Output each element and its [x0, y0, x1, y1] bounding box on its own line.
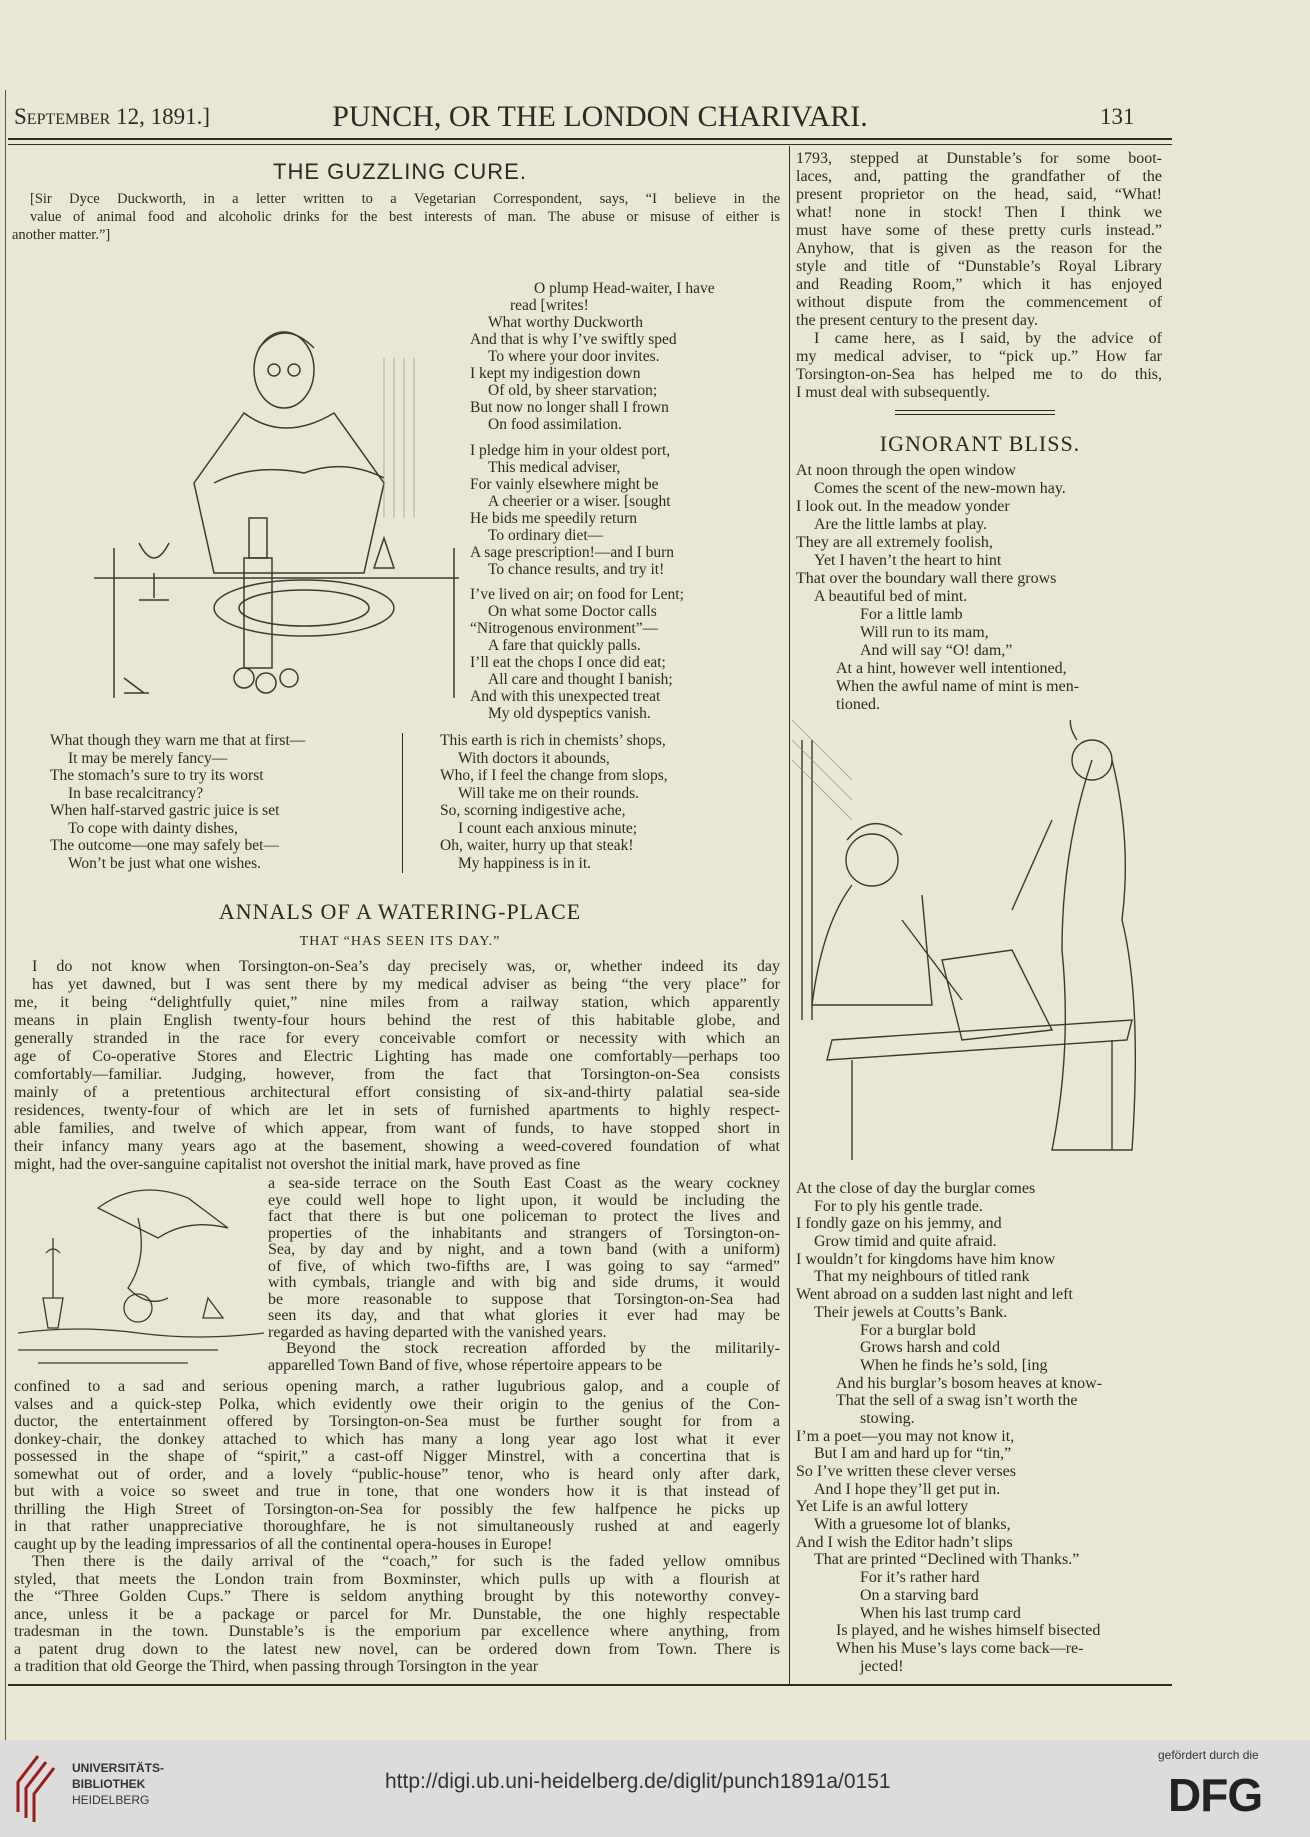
text-line: I fondly gaze on his jemmy, and	[796, 1215, 1002, 1233]
text-line: That the sell of a swag isn’t worth the	[836, 1392, 1078, 1410]
text-line: A fare that quickly palls.	[488, 637, 641, 654]
intro-note	[12, 190, 780, 244]
text-line: To where your door invites.	[488, 348, 660, 365]
text-line: somewhat out of order, and a lovely “public-house” tenor, who is heard only after dark,	[14, 1465, 780, 1483]
text-line: To cope with dainty dishes,	[68, 819, 238, 837]
text-line: When his Muse’s lays come back—re-	[836, 1639, 1084, 1657]
text-line: residences, twenty-four of which are let in sets of furnished apartments to highly respect-	[14, 1102, 780, 1119]
text-line: When his last trump card	[860, 1604, 1021, 1622]
text-line: thrilling the High Street of Torsington-on-Sea for possibly the few halfpence he picks up	[14, 1500, 780, 1518]
header-rule	[8, 138, 1172, 140]
text-line: I came here, as I said, by the advice of	[814, 330, 1162, 347]
text-line: I’ll eat the chops I once did eat;	[470, 654, 666, 671]
text-line: It may be merely fancy—	[68, 749, 228, 767]
text-line: laces, and, patting the grandfather of the	[796, 168, 1162, 185]
text-line: of five, of which two-fifths are, I was going to say “armed”	[268, 1257, 780, 1275]
text-line: At noon through the open window	[796, 462, 1016, 479]
text-line: in that rather unappreciative thoroughfare, he is not simultaneously rushed at and eagerly	[14, 1518, 780, 1535]
text-line: Will take me on their rounds.	[458, 784, 640, 802]
source-url-link[interactable]: http://digi.ub.uni-heidelberg.de/diglit/punch1891a/0151	[385, 1770, 891, 1793]
text-line: without dispute from the commencement of	[796, 294, 1162, 311]
text-line: I count each anxious minute;	[458, 819, 638, 837]
library-line: HEIDELBERG	[72, 1793, 150, 1807]
text-line: For a little lamb	[860, 606, 963, 623]
header-rule	[8, 144, 1172, 145]
text-line: their infancy many years ago at the basement, showing a weed-covered foundation of what	[14, 1138, 780, 1155]
text-line: jected!	[860, 1657, 904, 1675]
text-line: On a starving bard	[860, 1586, 979, 1604]
text-line: means in plain English twenty-four hours behind the rest of this habitable globe, and	[14, 1012, 780, 1029]
text-line: valses and a quick-step Polka, which evidently owe their origin to the genius of the Con-	[14, 1395, 780, 1413]
text-line: eye could well hope to light upon, it would be including the	[268, 1191, 780, 1209]
dfg-logo: DFG	[1168, 1769, 1263, 1821]
poem-verse	[796, 462, 1162, 714]
text-line: must have some of these pretty curls instead.”	[796, 222, 1162, 239]
text-line: read [writes!	[510, 297, 589, 314]
text-line: apparelled Town Band of five, whose répertoire appears to be	[268, 1356, 662, 1374]
article-subtitle: THAT “HAS SEEN ITS DAY.”	[299, 934, 501, 949]
text-line: Then there is the daily arrival of the “coach,” for such is the faded yellow omnibus	[32, 1553, 780, 1570]
text-line: generally stranded in the race for every conceivable comfort or necessity with which an	[14, 1030, 780, 1047]
text-line: stowing.	[860, 1409, 915, 1427]
article-body	[268, 1176, 780, 1374]
poem-stanza	[440, 732, 770, 872]
text-line: On what some Doctor calls	[488, 603, 657, 620]
text-line: age of Co-operative Stores and Electric Lighting has made one comfortably—perhaps too	[14, 1048, 780, 1065]
illustration-diner	[94, 318, 464, 718]
text-line: That over the boundary wall there grows	[796, 570, 1057, 587]
text-line: And with this unexpected treat	[470, 688, 661, 705]
text-line: with cymbals, triangle and with big and side drums, it would	[268, 1274, 780, 1291]
text-line: Torsington-on-Sea has helped me to do this,	[796, 366, 1162, 383]
poem-stanza	[470, 280, 782, 433]
text-line: another matter.”]	[12, 227, 111, 243]
text-line: And that is why I’ve swiftly sped	[470, 331, 677, 348]
text-line: With a gruesome lot of blanks,	[814, 1516, 1011, 1534]
text-line: The stomach’s sure to try its worst	[50, 767, 264, 784]
text-line: might, had the over-sanguine capitalist not overshot the initial mark, have proved as fine	[14, 1156, 581, 1173]
text-line: To chance results, and try it!	[488, 561, 665, 578]
text-line: I do not know when Torsington-on-Sea’s day precisely was, or, whether indeed its day	[32, 958, 780, 975]
library-name	[72, 1760, 164, 1808]
text-line: But now no longer shall I frown	[470, 399, 669, 416]
article-body-continued	[796, 150, 1162, 402]
text-line: O plump Head-waiter, I have	[534, 280, 715, 297]
text-line: Who, if I feel the change from slops,	[440, 767, 668, 784]
text-line: Is played, and he wishes himself bisected	[836, 1622, 1101, 1640]
text-line: A beautiful bed of mint.	[814, 588, 968, 605]
text-line: All care and thought I banish;	[488, 671, 673, 688]
text-line: This medical adviser,	[488, 459, 621, 476]
text-line: Their jewels at Coutts’s Bank.	[814, 1303, 1008, 1321]
university-library-logo-icon	[14, 1752, 62, 1822]
text-line: me, it being “delightfully quiet,” nine miles from a railway station, which apparently	[14, 994, 780, 1011]
text-line: Grows harsh and cold	[860, 1339, 1000, 1357]
text-line: I wouldn’t for kingdoms have him know	[796, 1250, 1056, 1268]
text-line: And will say “O! dam,”	[860, 642, 1013, 659]
text-line: donkey-chair, the donkey attached to which has many a long year ago lost what it ever	[14, 1430, 780, 1448]
text-line: A cheerier or a wiser. [sought	[488, 493, 671, 510]
text-line: Oh, waiter, hurry up that steak!	[440, 837, 634, 854]
text-line: has yet dawned, but I was sent there by my medical adviser as being “the very place” for	[32, 976, 780, 993]
article-title-ignorant-bliss: IGNORANT BLISS.	[879, 431, 1081, 456]
text-line: So, scorning indigestive ache,	[440, 802, 626, 819]
text-line: comfortably—familiar. Judging, however, from the fact that Torsington-on-Sea consists	[14, 1066, 780, 1083]
article-title-annals: ANNALS OF A WATERING-PLACE	[218, 899, 582, 924]
text-line: styled, that meets the London train from Boxminster, which pulls up with a flourish at	[14, 1570, 780, 1588]
poem-stanza	[470, 586, 782, 722]
text-line: Won’t be just what one wishes.	[68, 854, 262, 872]
text-line: That are printed “Declined with Thanks.”	[814, 1551, 1080, 1569]
text-line: ductor, the entertainment offered by Torsington-on-Sea must be further sought for from a	[14, 1413, 780, 1430]
text-line: style and title of “Dunstable’s Royal Library	[796, 258, 1162, 275]
text-line: And I wish the Editor hadn’t slips	[796, 1533, 1013, 1551]
text-line: At a hint, however well intentioned,	[836, 660, 1067, 677]
funding-note: gefördert durch die	[1158, 1748, 1259, 1762]
text-line: A sage prescription!—and I burn	[470, 544, 675, 561]
illustration-seaside	[18, 1178, 264, 1370]
text-line: I kept my indigestion down	[470, 365, 641, 382]
text-line: That my neighbours of titled rank	[814, 1268, 1030, 1286]
text-line: But I am and hard up for “tin,”	[814, 1445, 1012, 1463]
text-line: a sea-side terrace on the South East Coast as the weary cockney	[268, 1175, 780, 1192]
text-line: tioned.	[836, 696, 880, 713]
text-line: He bids me speedily return	[470, 510, 638, 527]
poem-stanza	[50, 732, 400, 872]
text-line: What though they warn me that at first—	[50, 732, 306, 749]
text-line: On food assimilation.	[488, 416, 622, 433]
text-line: ance, unless it be a package or parcel for Mr. Dunstable, the one highly respectable	[14, 1605, 780, 1623]
text-line: my medical adviser, to “pick up.” How far	[796, 348, 1162, 365]
text-line: When he finds he’s sold, [ing	[860, 1356, 1048, 1374]
text-line: [Sir Dyce Duckworth, in a letter written to a Vegetarian Correspondent, says, “I believe in the	[30, 191, 780, 207]
article-body	[14, 1378, 780, 1676]
text-line: And I hope they’ll get put in.	[814, 1480, 1001, 1498]
article-body	[14, 958, 780, 1174]
text-line: Are the little lambs at play.	[814, 516, 988, 533]
text-line: Sea, by day and by night, and a town band (with a uniform)	[268, 1241, 780, 1258]
article-title-guzzling-cure: THE GUZZLING CURE.	[273, 159, 527, 184]
text-line: Anyhow, that is given as the reason for the	[796, 240, 1162, 257]
text-line: the “Three Golden Cups.” There is seldom anything brought by this noteworthy convey-	[14, 1588, 780, 1605]
poem-stanza	[470, 442, 782, 578]
text-line: With doctors it abounds,	[458, 749, 610, 767]
text-line: value of animal food and alcoholic drinks for the best interests of man. The abuse or misuse of either is	[30, 209, 780, 225]
text-line: And his burglar’s bosom heaves at know-	[836, 1374, 1103, 1392]
text-line: seen its day, and that what glories it ever had may be	[268, 1307, 780, 1324]
text-line: Grow timid and quite afraid.	[814, 1233, 997, 1251]
text-line: So I’ve written these clever verses	[796, 1463, 1016, 1480]
library-line: BIBLIOTHEK	[72, 1777, 146, 1791]
text-line: a patent drug down to the latest new novel, can be ordered down from Town. There is	[14, 1640, 780, 1658]
text-line: regarded as having departed with the vanished years.	[268, 1323, 607, 1341]
text-line: I’m a poet—you may not know it,	[796, 1427, 1015, 1445]
text-line: confined to a sad and serious opening march, a rather lugubrious galop, and a couple of	[14, 1378, 780, 1395]
text-line: fact that there is but one policeman to protect the lives and	[268, 1208, 780, 1225]
text-line: When the awful name of mint is men-	[836, 678, 1080, 695]
text-line: The outcome—one may safely bet—	[50, 837, 279, 854]
digitization-footer	[0, 1740, 1310, 1837]
text-line: Yet I haven’t the heart to hint	[814, 552, 1002, 569]
text-line: the present century to the present day.	[796, 312, 1038, 329]
text-line: I look out. In the meadow yonder	[796, 498, 1010, 515]
text-line: Of old, by sheer starvation;	[488, 382, 658, 399]
poem-verse	[796, 1180, 1166, 1675]
text-line: Went abroad on a sudden last night and left	[796, 1286, 1073, 1304]
text-line: able families, and twelve of which appear, from want of funds, to have stopped short in	[14, 1120, 780, 1137]
text-line: They are all extremely foolish,	[796, 534, 993, 551]
text-line: and Reading Room,” which it has enjoyed	[796, 276, 1162, 293]
text-line: 1793, stepped at Dunstable’s for some boot-	[796, 150, 1162, 167]
footer-rule	[8, 1684, 1172, 1686]
text-line: I must deal with subsequently.	[796, 384, 991, 401]
text-line: Comes the scent of the new-mown hay.	[814, 480, 1066, 497]
issue-date: September 12, 1891.]	[14, 104, 211, 129]
text-line: When half-starved gastric juice is set	[50, 802, 280, 819]
text-line: a tradition that old George the Third, when passing through Torsington in the year	[14, 1658, 539, 1675]
text-line: For it’s rather hard	[860, 1569, 980, 1587]
page-edge	[5, 90, 6, 1740]
text-line: but with a voice so sweet and true in tone, that one wonders how it is that instead of	[14, 1483, 780, 1500]
text-line: I pledge him in your oldest port,	[470, 442, 671, 459]
text-line: For to ply his gentle trade.	[814, 1197, 983, 1215]
text-line: Will run to its mam,	[860, 624, 989, 641]
text-line: what! none in stock! Then I think we	[796, 204, 1162, 221]
text-line: To ordinary diet—	[488, 527, 604, 544]
stanza-divider	[402, 733, 403, 873]
text-line: Yet Life is an awful lottery	[796, 1498, 969, 1516]
text-line: For vainly elsewhere might be	[470, 476, 659, 493]
masthead: PUNCH, OR THE LONDON CHARIVARI.	[332, 100, 868, 133]
text-line: What worthy Duckworth	[488, 314, 643, 331]
text-line: tradesman in the town. Dunstable’s is the emporium par excellence where anything, from	[14, 1623, 780, 1640]
section-rule	[895, 410, 1055, 411]
text-line: My happiness is in it.	[458, 854, 592, 872]
text-line: caught up by the leading impressarios of all the continental opera-houses in Europe!	[14, 1535, 553, 1553]
text-line: My old dyspeptics vanish.	[488, 705, 651, 722]
text-line: Beyond the stock recreation afforded by the militarily-	[286, 1340, 780, 1357]
text-line: At the close of day the burglar comes	[796, 1180, 1036, 1197]
page-number: 131	[1100, 104, 1135, 129]
text-line: present proprietor on the head, said, “What!	[796, 186, 1162, 203]
text-line: be more reasonable to suppose that Torsington-on-Sea had	[268, 1290, 780, 1308]
text-line: mainly of a pretentious architectural effort consisting of six-and-thirty palatial sea-side	[14, 1084, 780, 1101]
section-rule	[895, 414, 1055, 415]
text-line: For a burglar bold	[860, 1321, 976, 1339]
text-line: This earth is rich in chemists’ shops,	[440, 732, 666, 749]
text-line: “Nitrogenous environment”—	[470, 620, 659, 637]
text-line: properties of the inhabitants and strangers of Torsington-on-	[268, 1224, 780, 1242]
text-line: I’ve lived on air; on food for Lent;	[470, 586, 684, 603]
text-line: In base recalcitrancy?	[68, 784, 204, 802]
text-line: possessed in the shape of “spirit,” a cast-off Nigger Minstrel, with a concertina that is	[14, 1448, 780, 1465]
library-line: UNIVERSITÄTS-	[72, 1761, 165, 1775]
illustration-rejected-poet	[792, 720, 1172, 1175]
